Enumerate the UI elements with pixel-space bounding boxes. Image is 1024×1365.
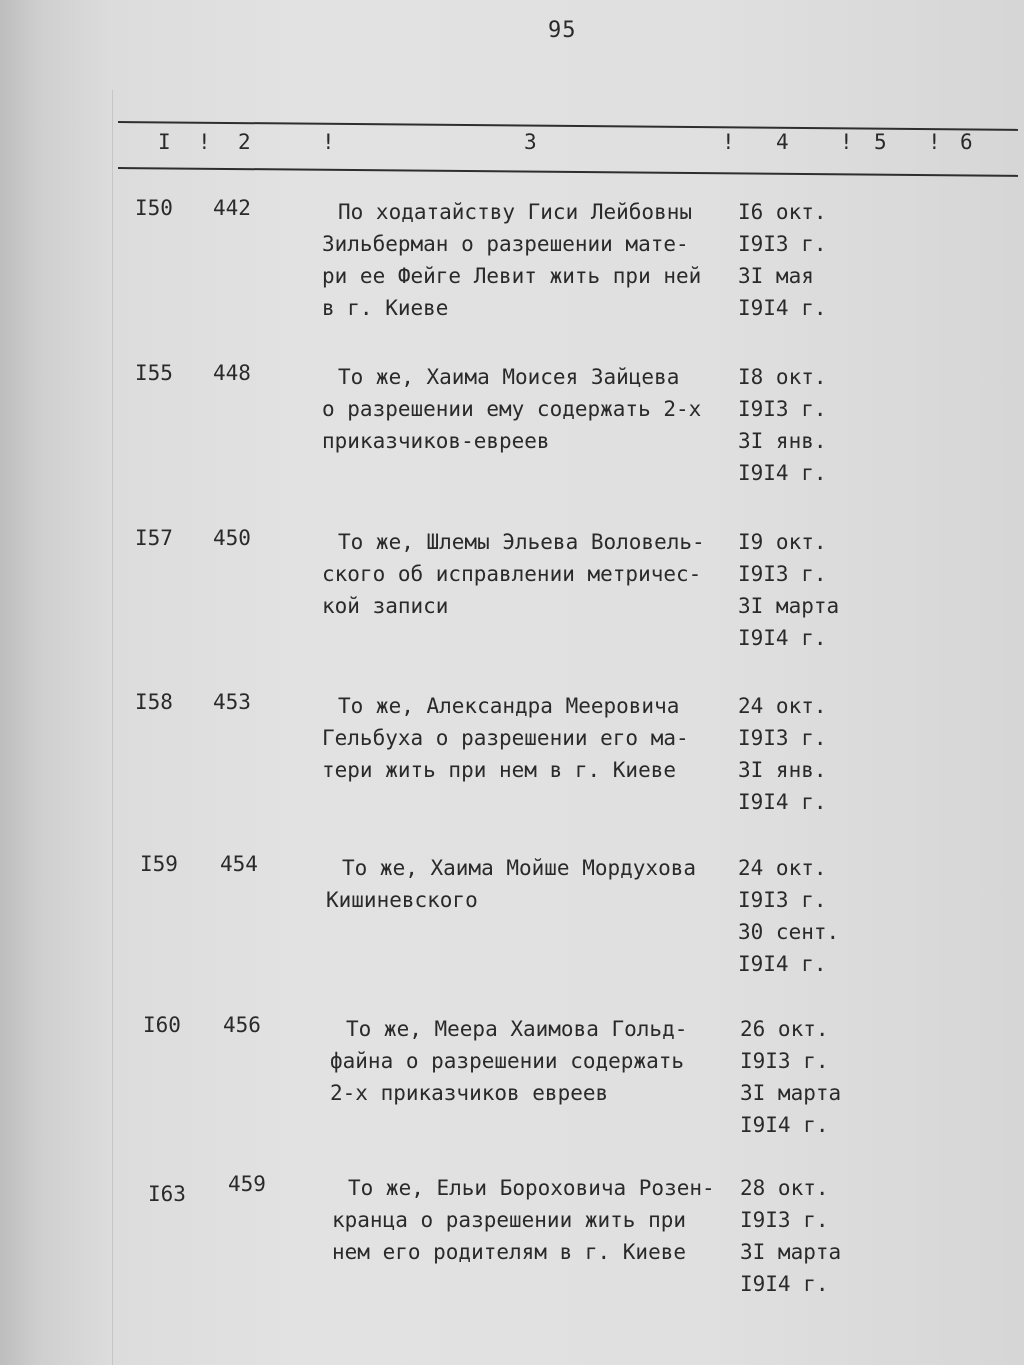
register-entry bbox=[0, 690, 1024, 850]
entry-dates bbox=[740, 1013, 841, 1141]
entry-dates bbox=[738, 690, 827, 818]
description-line: нем его родителям в г. Киеве bbox=[332, 1240, 687, 1264]
date-line: 3I марта bbox=[738, 594, 840, 618]
entry-description bbox=[322, 361, 732, 457]
entry-reference: 442 bbox=[213, 196, 251, 220]
header-separator-5: ! bbox=[928, 130, 941, 154]
entry-description bbox=[322, 526, 732, 622]
register-entry bbox=[0, 361, 1024, 521]
entry-reference: 456 bbox=[223, 1013, 261, 1037]
table-header-bottom-rule bbox=[118, 167, 1018, 177]
date-line: 3I марта bbox=[740, 1240, 842, 1264]
entry-number: I58 bbox=[135, 690, 173, 714]
description-line: То же, Хаима Мойше Мордухова bbox=[342, 856, 697, 880]
header-col-2: 2 bbox=[238, 130, 251, 154]
register-entry bbox=[0, 196, 1024, 356]
register-entry bbox=[0, 1172, 1024, 1332]
entry-dates bbox=[738, 526, 839, 654]
description-line: 2-х приказчиков евреев bbox=[330, 1081, 609, 1105]
date-line: I6 окт. bbox=[738, 200, 827, 224]
date-line: 3I мая bbox=[738, 264, 814, 288]
description-line: Гельбуха о разрешении его ма- bbox=[322, 726, 689, 750]
description-line: То же, Хаима Моисея Зайцева bbox=[338, 365, 680, 389]
entry-reference: 459 bbox=[228, 1172, 266, 1196]
description-line: То же, Шлемы Эльева Воловель- bbox=[338, 530, 705, 554]
register-entry bbox=[0, 1013, 1024, 1173]
description-line: тери жить при нем в г. Киеве bbox=[322, 758, 677, 782]
description-line: То же, Меера Хаимова Гольд- bbox=[346, 1017, 688, 1041]
header-col-5: 5 bbox=[874, 130, 887, 154]
description-line: кой записи bbox=[322, 594, 449, 618]
description-line: приказчиков-евреев bbox=[322, 429, 550, 453]
entry-dates bbox=[738, 852, 839, 980]
description-line: Кишиневского bbox=[326, 888, 478, 912]
entry-description bbox=[326, 852, 736, 916]
date-line: I9I4 г. bbox=[738, 952, 827, 976]
date-line: 26 окт. bbox=[740, 1017, 829, 1041]
description-line: в г. Киеве bbox=[322, 296, 449, 320]
date-line: I9I4 г. bbox=[738, 296, 827, 320]
date-line: I9I3 г. bbox=[740, 1049, 829, 1073]
entry-number: I60 bbox=[143, 1013, 181, 1037]
date-line: I9I3 г. bbox=[740, 1208, 829, 1232]
entry-number: I63 bbox=[148, 1182, 186, 1206]
description-line: кранца о разрешении жить при bbox=[332, 1208, 687, 1232]
entry-number: I57 bbox=[135, 526, 173, 550]
header-separator-3: ! bbox=[722, 130, 735, 154]
date-line: I9I4 г. bbox=[738, 461, 827, 485]
date-line: 24 окт. bbox=[738, 694, 827, 718]
entry-dates bbox=[740, 1172, 841, 1300]
date-line: 3I янв. bbox=[738, 758, 827, 782]
date-line: I9I3 г. bbox=[738, 232, 827, 256]
description-line: То же, Александра Мееровича bbox=[338, 694, 680, 718]
entry-description bbox=[330, 1013, 740, 1109]
description-line: Зильберман о разрешении мате- bbox=[322, 232, 689, 256]
entry-reference: 453 bbox=[213, 690, 251, 714]
date-line: I9 окт. bbox=[738, 530, 827, 554]
date-line: I9I4 г. bbox=[740, 1113, 829, 1137]
register-entry bbox=[0, 852, 1024, 1012]
page-number: 95 bbox=[548, 18, 577, 43]
entry-dates bbox=[738, 361, 827, 489]
header-separator-2: ! bbox=[322, 130, 335, 154]
description-line: ского об исправлении метричес- bbox=[322, 562, 702, 586]
entry-number: I59 bbox=[140, 852, 178, 876]
header-col-4: 4 bbox=[776, 130, 789, 154]
date-line: I9I3 г. bbox=[738, 562, 827, 586]
date-line: 3I марта bbox=[740, 1081, 842, 1105]
header-separator-4: ! bbox=[840, 130, 853, 154]
entry-reference: 448 bbox=[213, 361, 251, 385]
date-line: 30 сент. bbox=[738, 920, 840, 944]
header-col-1: I bbox=[158, 130, 171, 154]
description-line: о разрешении ему содержать 2-х bbox=[322, 397, 702, 421]
date-line: I9I3 г. bbox=[738, 726, 827, 750]
entry-description bbox=[322, 196, 732, 324]
description-line: По ходатайству Гиси Лейбовны bbox=[338, 200, 693, 224]
entry-number: I55 bbox=[135, 361, 173, 385]
description-line: файна о разрешении содержать bbox=[330, 1049, 685, 1073]
date-line: I8 окт. bbox=[738, 365, 827, 389]
date-line: I9I4 г. bbox=[738, 790, 827, 814]
date-line: 3I янв. bbox=[738, 429, 827, 453]
date-line: 24 окт. bbox=[738, 856, 827, 880]
date-line: I9I3 г. bbox=[738, 397, 827, 421]
description-line: ри ее Фейге Левит жить при ней bbox=[322, 264, 702, 288]
date-line: I9I3 г. bbox=[738, 888, 827, 912]
entry-description bbox=[322, 690, 732, 786]
entry-reference: 450 bbox=[213, 526, 251, 550]
register-entry bbox=[0, 526, 1024, 686]
date-line: I9I4 г. bbox=[740, 1272, 829, 1296]
entry-number: I50 bbox=[135, 196, 173, 220]
entry-reference: 454 bbox=[220, 852, 258, 876]
date-line: I9I4 г. bbox=[738, 626, 827, 650]
entry-description bbox=[332, 1172, 742, 1268]
header-separator-1: ! bbox=[198, 130, 211, 154]
description-line: То же, Ельи Бороховича Розен- bbox=[348, 1176, 715, 1200]
header-col-6: 6 bbox=[960, 130, 973, 154]
header-col-3: 3 bbox=[524, 130, 537, 154]
date-line: 28 окт. bbox=[740, 1176, 829, 1200]
entry-dates bbox=[738, 196, 827, 324]
